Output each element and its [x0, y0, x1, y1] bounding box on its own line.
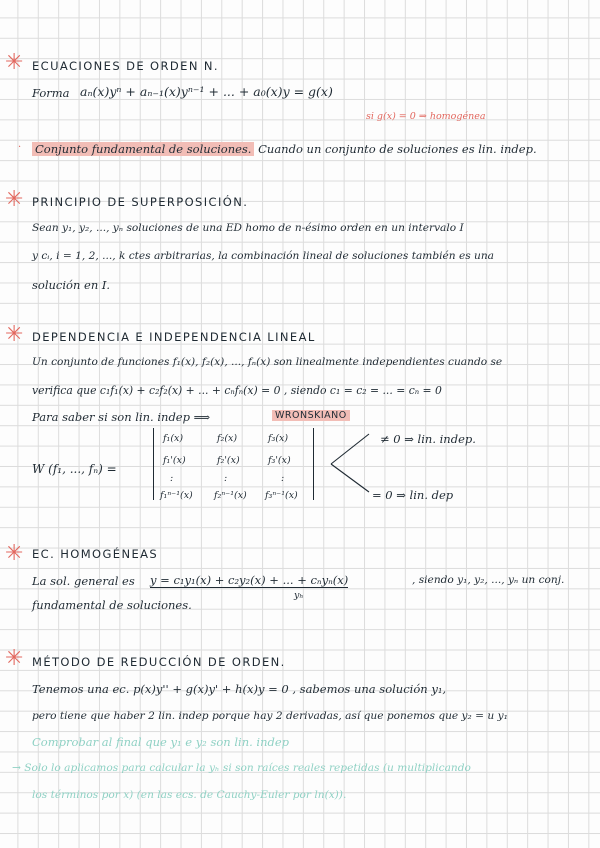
matrix-cell: f₁'(x): [163, 455, 186, 466]
general-solution-equation: y = c₁y₁(x) + c₂y₂(x) + ... + cₙyₙ(x): [150, 573, 349, 587]
wronskiano-lhs: W (f₁, ..., fₙ) =: [32, 462, 117, 476]
homogeneas-line-1a: La sol. general es: [32, 574, 135, 588]
superposicion-line-1: Sean y₁, y₂, ..., yₙ soluciones de una ED homo de n-ésimo orden en un intervalo I: [32, 222, 464, 234]
matrix-cell: f₃'(x): [268, 455, 291, 466]
matrix-right-bar: [313, 428, 314, 500]
superposicion-line-2: y cᵢ, i = 1, 2, ..., k ctes arbitrarias, la combinación lineal de soluciones también es una: [32, 250, 495, 262]
matrix-cell: f₁(x): [163, 433, 184, 444]
superposicion-line-3: solución en I.: [32, 278, 111, 292]
matrix-cell: f₁ⁿ⁻¹(x): [160, 490, 193, 501]
matrix-cell: f₂'(x): [217, 455, 240, 466]
matrix-cell: :: [281, 473, 285, 484]
result-indep: ≠ 0 ⇒ lin. indep.: [380, 432, 476, 446]
cfs-text: Cuando un conjunto de soluciones es lin. indep.: [258, 142, 537, 156]
wronskiano-highlight: WRONSKIANO: [272, 410, 350, 421]
reduccion-line-4: → Solo lo aplicamos para calcular la yₕ si son raíces reales repetidas (u multiplicando: [12, 762, 471, 774]
asterisk-icon: ✳: [5, 541, 24, 566]
homogeneas-line-2: fundamental de soluciones.: [32, 598, 192, 612]
section-title-homogeneas: EC. HOMOGÉNEAS: [32, 547, 159, 561]
dependencia-line-1: Un conjunto de funciones f₁(x), f₂(x), ..., fₙ(x) son linealmente independientes cuando se: [32, 356, 503, 368]
reduccion-line-3: Comprobar al final que y₁ e y₂ son lin. indep: [32, 735, 290, 749]
reduccion-line-1: Tenemos una ec. p(x)y'' + g(x)y' + h(x)y = 0 , sabemos una solución y₁,: [32, 682, 447, 696]
matrix-left-bar: [153, 428, 154, 500]
matrix-cell: f₃(x): [268, 433, 289, 444]
asterisk-icon: ✳: [5, 187, 24, 212]
matrix-cell: f₂ⁿ⁻¹(x): [214, 490, 247, 501]
matrix-cell: :: [170, 473, 174, 484]
matrix-cell: :: [224, 473, 228, 484]
reduccion-line-5: los términos por x) (en las ecs. de Cauchy-Euler por ln(x)).: [32, 789, 347, 801]
bullet-dot: ·: [18, 142, 22, 153]
section-title-ecuaciones: ECUACIONES DE ORDEN N.: [32, 59, 219, 73]
section-title-superposicion: PRINCIPIO DE SUPERPOSICIÓN.: [32, 195, 249, 209]
forma-label: Forma: [32, 86, 70, 100]
asterisk-icon: ✳: [5, 322, 24, 347]
reduccion-line-2: pero tiene que haber 2 lin. indep porque hay 2 derivadas, así que ponemos que y₂ = u y₁: [32, 710, 508, 722]
dependencia-line-2: verifica que c₁f₁(x) + c₂f₂(x) + ... + cₙfₙ(x) = 0 , siendo c₁ = c₂ = ... = cₙ = 0: [32, 384, 442, 397]
asterisk-icon: ✳: [5, 50, 24, 75]
matrix-cell: f₃ⁿ⁻¹(x): [265, 490, 298, 501]
homogenea-note: si g(x) = 0 ⇒ homogénea: [366, 111, 486, 122]
forma-equation: aₙ(x)yⁿ + aₙ₋₁(x)yⁿ⁻¹ + ... + a₀(x)y = g(x): [80, 84, 333, 99]
branch-arrows: [325, 428, 375, 500]
cfs-highlight: Conjunto fundamental de soluciones.: [32, 142, 254, 156]
section-title-dependencia: DEPENDENCIA E INDEPENDENCIA LINEAL: [32, 330, 316, 344]
matrix-cell: f₂(x): [217, 433, 238, 444]
result-dep: = 0 ⇒ lin. dep: [372, 488, 454, 502]
asterisk-icon: ✳: [5, 646, 24, 671]
homogeneas-line-1c: , siendo y₁, y₂, ..., yₙ un conj.: [412, 574, 565, 586]
dependencia-line-3: Para saber si son lin. indep ⟹: [32, 410, 211, 424]
cfs-definition: [32, 142, 537, 156]
section-title-reduccion: MÉTODO DE REDUCCIÓN DE ORDEN.: [32, 655, 286, 669]
yh-label: yₕ: [294, 590, 304, 601]
